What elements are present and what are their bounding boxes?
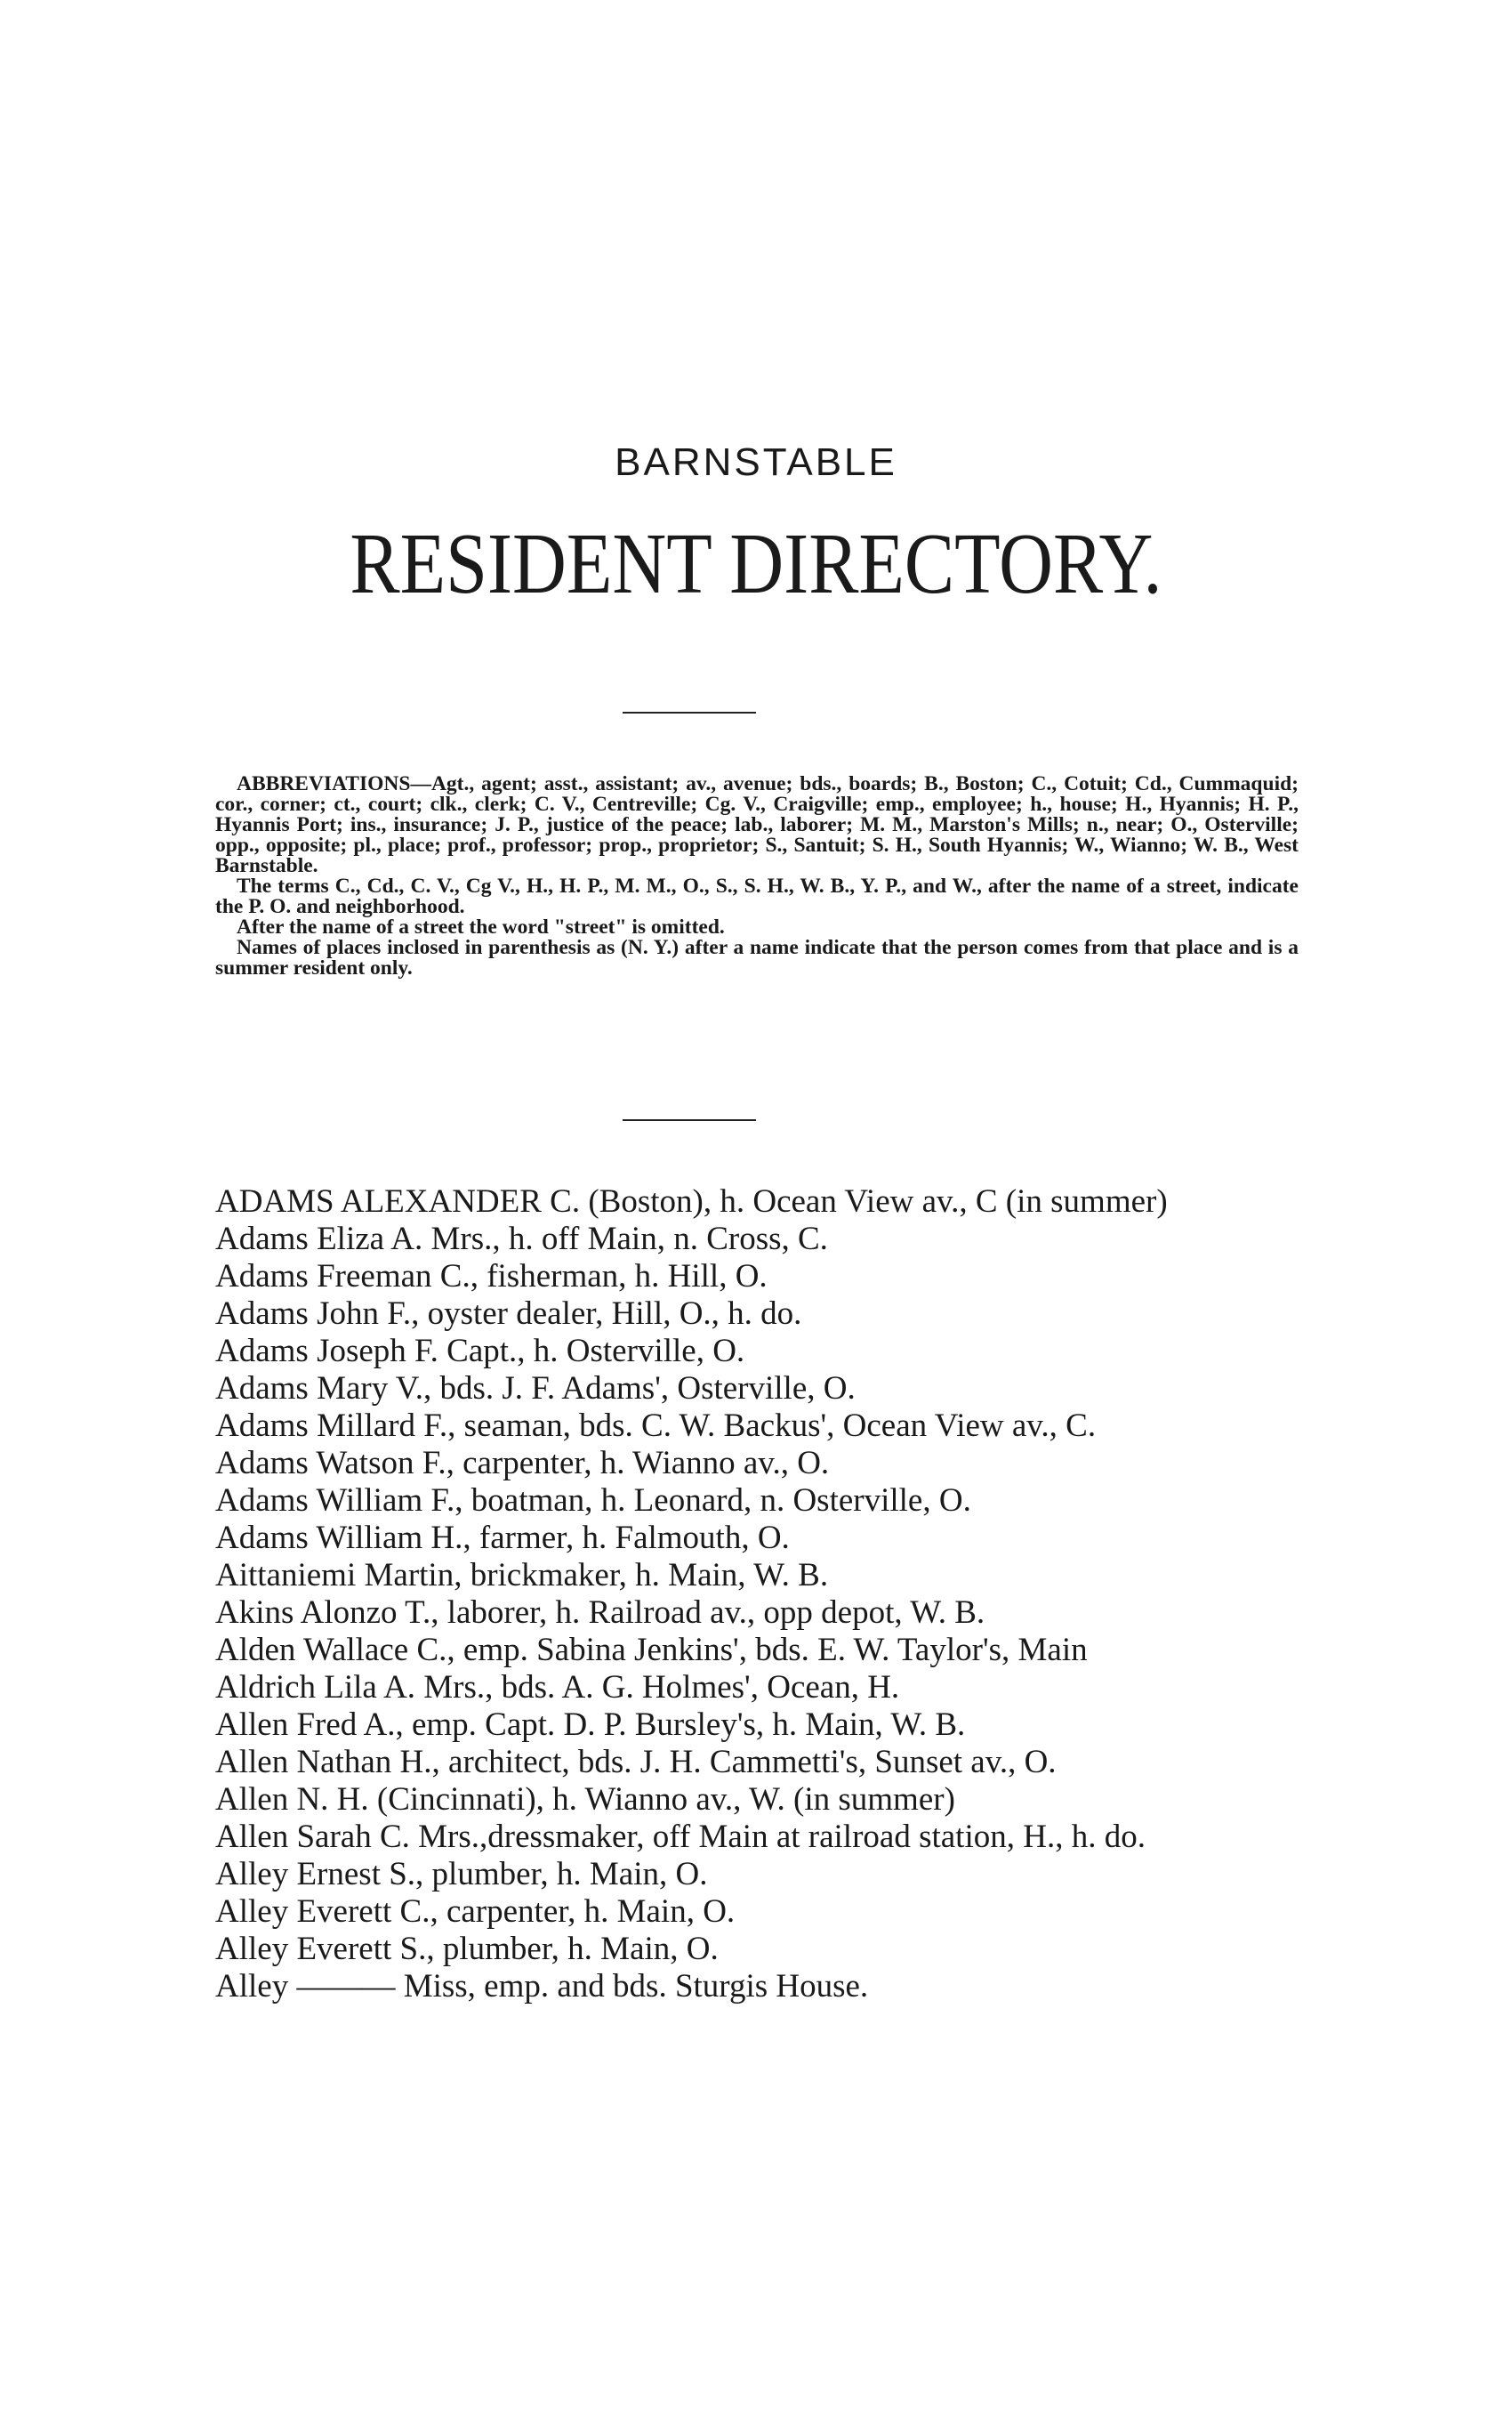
page-title: RESIDENT DIRECTORY. (350, 516, 1162, 612)
directory-entry: Allen N. H. (Cincinnati), h. Wianno av., W. (in summer) (215, 1781, 955, 1818)
directory-entry: Alley Ernest S., plumber, h. Main, O. (215, 1856, 708, 1892)
directory-entry: ADAMS ALEXANDER C. (Boston), h. Ocean View av., C (in summer) (215, 1183, 1168, 1220)
directory-entry: Aldrich Lila A. Mrs., bds. A. G. Holmes', Ocean, H. (215, 1669, 900, 1706)
directory-entry: Adams Joseph F. Capt., h. Osterville, O. (215, 1333, 745, 1369)
directory-entry: Adams Watson F., carpenter, h. Wianno av., O. (215, 1445, 830, 1481)
directory-entry: Adams John F., oyster dealer, Hill, O., h. do. (215, 1295, 802, 1332)
abbreviations-paragraph: After the name of a street the word "street" is omitted. (237, 916, 725, 939)
directory-entry: Alley Everett C., carpenter, h. Main, O. (215, 1893, 736, 1930)
abbreviations-paragraph: ABBREVIATIONS—Agt., agent; asst., assistant; av., avenue; bds., boards; B., Boston; C., Cotuit; Cd., Cummaquid; cor., corner; ct., court; clk., clerk; C. V., Centreville; Cg. V., Craigville; emp., employee; h., house; H., Hyannis; H. P., Hyannis Port; ins., insurance; J. P., justice of the peace; lab., laborer; M. M., Marston's Mills; n., near; O., Osterville; opp., opposite; pl., place; prof., professor; prop., proprietor; S., Santuit; S. H., South Hyannis; W., Wianno; W. B., West Barnstable. (215, 772, 1299, 877)
directory-entry: Adams Mary V., bds. J. F. Adams', Osterville, O. (215, 1370, 856, 1407)
divider-bottom (623, 1119, 756, 1121)
directory-entry: Allen Nathan H., architect, bds. J. H. Cammetti's, Sunset av., O. (215, 1744, 1057, 1780)
page-place-heading: BARNSTABLE (615, 440, 897, 484)
directory-entries (215, 1183, 1300, 2005)
abbreviations-block (215, 774, 1299, 979)
directory-entry: Alley Everett S., plumber, h. Main, O. (215, 1931, 719, 1967)
abbreviations-paragraph: Names of places inclosed in parenthesis as (N. Y.) after a name indicate that the person comes from that place and is a summer resident only. (215, 936, 1299, 980)
abbreviations-paragraph: The terms C., Cd., C. V., Cg V., H., H. P., M. M., O., S., S. H., W. B., Y. P., and W., after the name of a street, indicate the P. O. and neighborhood. (215, 875, 1299, 918)
directory-entry: Adams Eliza A. Mrs., h. off Main, n. Cross, C. (215, 1221, 828, 1257)
directory-entry: Aittaniemi Martin, brickmaker, h. Main, W. B. (215, 1557, 829, 1593)
directory-entry: Adams Millard F., seaman, bds. C. W. Backus', Ocean View av., C. (215, 1408, 1097, 1444)
directory-entry: Adams Freeman C., fisherman, h. Hill, O. (215, 1258, 768, 1295)
directory-entry: Adams William F., boatman, h. Leonard, n. Osterville, O. (215, 1482, 971, 1519)
directory-entry: Allen Sarah C. Mrs.,dressmaker, off Main at railroad station, H., h. do. (215, 1819, 1146, 1855)
directory-entry: Alley ——— Miss, emp. and bds. Sturgis House. (215, 1968, 869, 2005)
divider-top (623, 712, 756, 714)
directory-entry: Alden Wallace C., emp. Sabina Jenkins', bds. E. W. Taylor's, Main (215, 1632, 1088, 1668)
directory-entry: Adams William H., farmer, h. Falmouth, O. (215, 1520, 790, 1556)
directory-entry: Allen Fred A., emp. Capt. D. P. Bursley's, h. Main, W. B. (215, 1706, 966, 1743)
directory-entry: Akins Alonzo T., laborer, h. Railroad av., opp depot, W. B. (215, 1594, 985, 1631)
